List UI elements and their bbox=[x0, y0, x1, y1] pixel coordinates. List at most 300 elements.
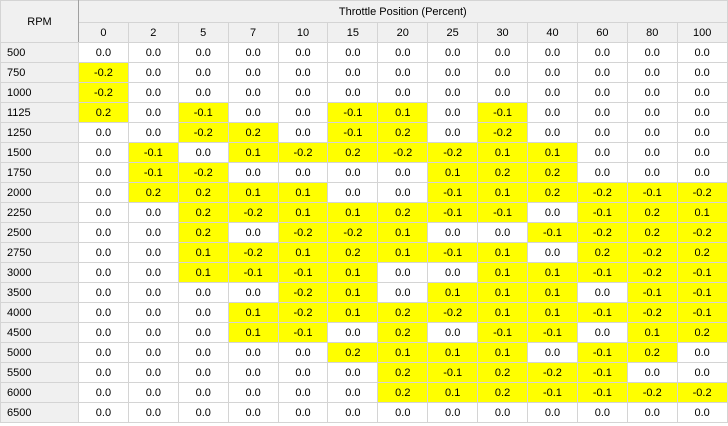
table-cell[interactable]: 0.0 bbox=[328, 43, 378, 63]
table-row bbox=[1, 163, 728, 183]
table-cell[interactable]: 0.0 bbox=[178, 143, 228, 163]
table-cell[interactable]: 0.0 bbox=[428, 123, 478, 143]
table-cell[interactable]: 0.0 bbox=[677, 103, 727, 123]
table-cell[interactable]: 0.0 bbox=[228, 403, 278, 423]
rpm-row-header[interactable]: 2750 bbox=[1, 243, 79, 263]
table-cell[interactable]: 0.0 bbox=[378, 63, 428, 83]
table-cell[interactable]: 0.0 bbox=[128, 103, 178, 123]
table-cell[interactable]: -0.1 bbox=[328, 103, 378, 123]
table-cell[interactable]: -0.2 bbox=[278, 223, 328, 243]
table-row bbox=[1, 123, 728, 143]
table-cell[interactable]: 0.0 bbox=[79, 363, 129, 383]
table-cell[interactable]: 0.2 bbox=[378, 123, 428, 143]
table-cell[interactable]: 0.1 bbox=[478, 143, 528, 163]
table-cell[interactable]: 0.0 bbox=[528, 203, 578, 223]
column-header-0[interactable]: 0 bbox=[79, 23, 129, 43]
table-cell[interactable]: 0.0 bbox=[328, 183, 378, 203]
table-row bbox=[1, 83, 728, 103]
table-cell[interactable]: 0.2 bbox=[178, 223, 228, 243]
table-cell[interactable]: 0.2 bbox=[328, 143, 378, 163]
column-header-5[interactable]: 5 bbox=[178, 23, 228, 43]
table-cell[interactable]: 0.1 bbox=[478, 343, 528, 363]
table-cell[interactable]: 0.0 bbox=[627, 103, 677, 123]
table-cell[interactable]: 0.0 bbox=[228, 163, 278, 183]
table-cell[interactable]: -0.2 bbox=[677, 223, 727, 243]
table-cell[interactable]: 0.0 bbox=[577, 403, 627, 423]
table-cell[interactable]: 0.2 bbox=[478, 363, 528, 383]
table-cell[interactable]: -0.2 bbox=[677, 183, 727, 203]
table-cell[interactable]: 0.0 bbox=[278, 403, 328, 423]
table-cell[interactable]: 0.2 bbox=[677, 243, 727, 263]
table-cell[interactable]: 0.0 bbox=[677, 83, 727, 103]
table-cell[interactable]: 0.0 bbox=[228, 43, 278, 63]
table-cell[interactable]: 0.0 bbox=[128, 243, 178, 263]
table-cell[interactable]: 0.0 bbox=[677, 43, 727, 63]
table-cell[interactable]: 0.0 bbox=[528, 103, 578, 123]
table-cell[interactable]: 0.0 bbox=[178, 383, 228, 403]
table-cell[interactable]: 0.1 bbox=[278, 243, 328, 263]
column-header-15[interactable]: 15 bbox=[328, 23, 378, 43]
table-cell[interactable]: -0.2 bbox=[228, 203, 278, 223]
table-cell[interactable]: 0.0 bbox=[328, 63, 378, 83]
table-cell[interactable]: 0.1 bbox=[378, 103, 428, 123]
table-cell[interactable]: 0.0 bbox=[478, 63, 528, 83]
table-cell[interactable]: -0.1 bbox=[428, 243, 478, 263]
table-cell[interactable]: 0.0 bbox=[278, 123, 328, 143]
table-cell[interactable]: 0.0 bbox=[79, 223, 129, 243]
table-cell[interactable]: 0.0 bbox=[627, 63, 677, 83]
table-cell[interactable]: 0.0 bbox=[278, 343, 328, 363]
table-row bbox=[1, 403, 728, 423]
rpm-row-header[interactable]: 6000 bbox=[1, 383, 79, 403]
table-cell[interactable]: -0.1 bbox=[328, 123, 378, 143]
table-cell[interactable]: 0.2 bbox=[378, 323, 428, 343]
table-cell[interactable]: -0.1 bbox=[577, 383, 627, 403]
table-cell[interactable]: -0.2 bbox=[178, 163, 228, 183]
table-cell[interactable]: 0.2 bbox=[328, 343, 378, 363]
table-cell[interactable]: 0.0 bbox=[228, 223, 278, 243]
table-cell[interactable]: 0.0 bbox=[278, 63, 328, 83]
column-header-100[interactable]: 100 bbox=[677, 23, 727, 43]
table-cell[interactable]: 0.0 bbox=[577, 103, 627, 123]
table-cell[interactable]: -0.1 bbox=[528, 383, 578, 403]
table-cell[interactable]: 0.0 bbox=[627, 83, 677, 103]
table-cell[interactable]: -0.1 bbox=[428, 203, 478, 223]
table-cell[interactable]: 0.0 bbox=[577, 323, 627, 343]
table-cell[interactable]: 0.0 bbox=[677, 363, 727, 383]
table-cell[interactable]: 0.0 bbox=[79, 323, 129, 343]
table-cell[interactable]: 0.0 bbox=[278, 83, 328, 103]
rpm-row-header[interactable]: 4000 bbox=[1, 303, 79, 323]
table-cell[interactable]: 0.0 bbox=[128, 303, 178, 323]
table-cell[interactable]: 0.0 bbox=[228, 343, 278, 363]
table-cell[interactable]: 0.1 bbox=[428, 283, 478, 303]
table-cell[interactable]: 0.0 bbox=[128, 363, 178, 383]
table-row bbox=[1, 283, 728, 303]
table-cell[interactable]: 0.0 bbox=[428, 323, 478, 343]
table-cell[interactable]: -0.1 bbox=[577, 263, 627, 283]
table-cell[interactable]: 0.0 bbox=[79, 243, 129, 263]
table-cell[interactable]: -0.2 bbox=[627, 263, 677, 283]
table-cell[interactable]: -0.2 bbox=[79, 63, 129, 83]
table-cell[interactable]: 0.0 bbox=[79, 163, 129, 183]
column-header-2[interactable]: 2 bbox=[128, 23, 178, 43]
throttle-position-group-header: Throttle Position (Percent) bbox=[79, 1, 728, 23]
table-cell[interactable]: 0.1 bbox=[478, 183, 528, 203]
table-cell[interactable]: 0.1 bbox=[328, 283, 378, 303]
table-cell[interactable]: 0.0 bbox=[128, 263, 178, 283]
rpm-row-header[interactable]: 6500 bbox=[1, 403, 79, 423]
table-cell[interactable]: 0.0 bbox=[79, 183, 129, 203]
table-cell[interactable]: 0.2 bbox=[478, 163, 528, 183]
table-cell[interactable]: 0.1 bbox=[328, 203, 378, 223]
rpm-column-header[interactable]: RPM bbox=[1, 1, 79, 43]
table-cell[interactable]: 0.1 bbox=[378, 343, 428, 363]
table-cell[interactable]: 0.0 bbox=[178, 403, 228, 423]
table-cell[interactable]: 0.1 bbox=[528, 263, 578, 283]
table-cell[interactable]: 0.0 bbox=[328, 363, 378, 383]
table-cell[interactable]: -0.1 bbox=[577, 203, 627, 223]
table-cell[interactable]: -0.2 bbox=[627, 243, 677, 263]
table-cell[interactable]: 0.0 bbox=[528, 243, 578, 263]
table-cell[interactable]: 0.0 bbox=[378, 283, 428, 303]
table-row bbox=[1, 243, 728, 263]
table-cell[interactable]: 0.0 bbox=[577, 283, 627, 303]
table-cell[interactable]: 0.0 bbox=[528, 63, 578, 83]
table-cell[interactable]: 0.2 bbox=[328, 243, 378, 263]
table-cell[interactable]: 0.1 bbox=[428, 163, 478, 183]
rpm-row-header[interactable]: 750 bbox=[1, 63, 79, 83]
table-cell[interactable]: 0.0 bbox=[128, 283, 178, 303]
table-cell[interactable]: 0.0 bbox=[178, 343, 228, 363]
rpm-row-header[interactable]: 5500 bbox=[1, 363, 79, 383]
table-cell[interactable]: 0.0 bbox=[627, 43, 677, 63]
table-cell[interactable]: 0.0 bbox=[128, 123, 178, 143]
table-cell[interactable]: 0.0 bbox=[478, 223, 528, 243]
table-cell[interactable]: 0.0 bbox=[378, 43, 428, 63]
table-row bbox=[1, 343, 728, 363]
table-cell[interactable]: 0.0 bbox=[79, 263, 129, 283]
table-cell[interactable]: 0.2 bbox=[677, 323, 727, 343]
table-cell[interactable]: 0.0 bbox=[278, 43, 328, 63]
table-cell[interactable]: 0.0 bbox=[79, 123, 129, 143]
table-cell[interactable]: 0.0 bbox=[328, 83, 378, 103]
table-cell[interactable]: 0.0 bbox=[528, 83, 578, 103]
table-cell[interactable]: 0.2 bbox=[528, 163, 578, 183]
table-cell[interactable]: 0.2 bbox=[228, 123, 278, 143]
column-header-10[interactable]: 10 bbox=[278, 23, 328, 43]
table-cell[interactable]: 0.0 bbox=[428, 83, 478, 103]
table-cell[interactable]: 0.2 bbox=[378, 363, 428, 383]
table-cell[interactable]: 0.2 bbox=[627, 343, 677, 363]
table-cell[interactable]: 0.2 bbox=[528, 183, 578, 203]
rpm-row-header[interactable]: 3500 bbox=[1, 283, 79, 303]
table-cell[interactable]: -0.2 bbox=[79, 83, 129, 103]
table-cell[interactable]: 0.0 bbox=[278, 103, 328, 123]
table-cell[interactable]: -0.2 bbox=[178, 123, 228, 143]
table-body bbox=[1, 43, 728, 423]
column-header-60[interactable]: 60 bbox=[577, 23, 627, 43]
table-cell[interactable]: 0.0 bbox=[478, 83, 528, 103]
table-cell[interactable]: 0.0 bbox=[378, 163, 428, 183]
table-cell[interactable]: 0.1 bbox=[178, 243, 228, 263]
table-cell[interactable]: 0.0 bbox=[528, 43, 578, 63]
table-cell[interactable]: 0.1 bbox=[428, 343, 478, 363]
table-cell[interactable]: 0.1 bbox=[478, 263, 528, 283]
table-cell[interactable]: 0.1 bbox=[478, 243, 528, 263]
table-cell[interactable]: 0.0 bbox=[478, 403, 528, 423]
table-cell[interactable]: 0.0 bbox=[577, 63, 627, 83]
table-cell[interactable]: 0.0 bbox=[677, 143, 727, 163]
table-cell[interactable]: 0.0 bbox=[128, 223, 178, 243]
table-cell[interactable]: 0.0 bbox=[328, 383, 378, 403]
table-cell[interactable]: -0.2 bbox=[627, 383, 677, 403]
table-cell[interactable]: 0.0 bbox=[278, 383, 328, 403]
table-cell[interactable]: 0.0 bbox=[79, 143, 129, 163]
rpm-row-header[interactable]: 1125 bbox=[1, 103, 79, 123]
table-cell[interactable]: -0.2 bbox=[278, 283, 328, 303]
column-header-7[interactable]: 7 bbox=[228, 23, 278, 43]
table-cell[interactable]: 0.0 bbox=[128, 43, 178, 63]
table-cell[interactable]: 0.2 bbox=[378, 303, 428, 323]
table-cell[interactable]: -0.2 bbox=[328, 223, 378, 243]
table-cell[interactable]: 0.1 bbox=[528, 303, 578, 323]
table-cell[interactable]: 0.0 bbox=[428, 223, 478, 243]
rpm-row-header[interactable]: 2000 bbox=[1, 183, 79, 203]
table-cell[interactable]: -0.1 bbox=[428, 183, 478, 203]
table-cell[interactable]: -0.1 bbox=[528, 323, 578, 343]
table-cell[interactable]: 0.0 bbox=[428, 63, 478, 83]
table-cell[interactable]: 0.1 bbox=[478, 283, 528, 303]
rpm-row-header[interactable]: 3000 bbox=[1, 263, 79, 283]
table-cell[interactable]: 0.0 bbox=[378, 263, 428, 283]
table-cell[interactable]: -0.1 bbox=[627, 183, 677, 203]
table-cell[interactable]: -0.2 bbox=[428, 303, 478, 323]
table-cell[interactable]: 0.2 bbox=[627, 223, 677, 243]
table-cell[interactable]: 0.1 bbox=[228, 303, 278, 323]
table-row bbox=[1, 223, 728, 243]
table-cell[interactable]: -0.1 bbox=[478, 203, 528, 223]
column-header-40[interactable]: 40 bbox=[528, 23, 578, 43]
table-cell[interactable]: -0.1 bbox=[178, 103, 228, 123]
table-cell[interactable]: 0.2 bbox=[577, 243, 627, 263]
table-cell[interactable]: 0.2 bbox=[79, 103, 129, 123]
table-cell[interactable]: 0.0 bbox=[677, 343, 727, 363]
table-cell[interactable]: 0.0 bbox=[428, 403, 478, 423]
table-cell[interactable]: 0.0 bbox=[577, 163, 627, 183]
table-cell[interactable]: 0.0 bbox=[128, 203, 178, 223]
table-cell[interactable]: 0.0 bbox=[378, 183, 428, 203]
table-cell[interactable]: -0.2 bbox=[478, 123, 528, 143]
table-cell[interactable]: 0.1 bbox=[378, 243, 428, 263]
table-cell[interactable]: 0.0 bbox=[128, 63, 178, 83]
table-cell[interactable]: -0.2 bbox=[577, 183, 627, 203]
table-cell[interactable]: -0.2 bbox=[278, 303, 328, 323]
table-cell[interactable]: 0.2 bbox=[378, 383, 428, 403]
table-row bbox=[1, 143, 728, 163]
table-cell[interactable]: 0.0 bbox=[178, 363, 228, 383]
table-cell[interactable]: 0.0 bbox=[128, 383, 178, 403]
table-cell[interactable]: 0.0 bbox=[627, 163, 677, 183]
table-cell[interactable]: -0.2 bbox=[627, 303, 677, 323]
rpm-row-header[interactable]: 1250 bbox=[1, 123, 79, 143]
table-cell[interactable]: 0.1 bbox=[478, 303, 528, 323]
column-header-80[interactable]: 80 bbox=[627, 23, 677, 43]
table-row bbox=[1, 323, 728, 343]
table-cell[interactable]: 0.0 bbox=[428, 43, 478, 63]
table-cell[interactable]: 0.1 bbox=[328, 263, 378, 283]
table-cell[interactable]: 0.0 bbox=[428, 103, 478, 123]
table-row bbox=[1, 303, 728, 323]
table-cell[interactable]: 0.0 bbox=[128, 323, 178, 343]
table-cell[interactable]: 0.0 bbox=[228, 383, 278, 403]
table-cell[interactable]: 0.0 bbox=[278, 363, 328, 383]
table-cell[interactable]: 0.0 bbox=[79, 203, 129, 223]
table-cell[interactable]: -0.2 bbox=[528, 363, 578, 383]
table-cell[interactable]: -0.1 bbox=[577, 303, 627, 323]
table-cell[interactable]: -0.2 bbox=[228, 243, 278, 263]
table-cell[interactable]: 0.0 bbox=[79, 343, 129, 363]
table-cell[interactable]: -0.1 bbox=[128, 143, 178, 163]
rpm-row-header[interactable]: 5000 bbox=[1, 343, 79, 363]
table-cell[interactable]: 0.1 bbox=[677, 203, 727, 223]
rpm-row-header[interactable]: 2500 bbox=[1, 223, 79, 243]
table-cell[interactable]: 0.1 bbox=[278, 203, 328, 223]
table-cell[interactable]: -0.1 bbox=[528, 223, 578, 243]
table-cell[interactable]: 0.0 bbox=[228, 363, 278, 383]
table-cell[interactable]: 0.1 bbox=[528, 143, 578, 163]
table-cell[interactable]: 0.1 bbox=[228, 143, 278, 163]
table-cell[interactable]: -0.2 bbox=[278, 143, 328, 163]
rpm-row-header[interactable]: 1000 bbox=[1, 83, 79, 103]
table-cell[interactable]: -0.1 bbox=[428, 363, 478, 383]
table-row bbox=[1, 103, 728, 123]
table-cell[interactable]: -0.1 bbox=[577, 343, 627, 363]
table-cell[interactable]: 0.0 bbox=[178, 83, 228, 103]
table-cell[interactable]: 0.0 bbox=[178, 303, 228, 323]
table-cell[interactable]: 0.0 bbox=[79, 383, 129, 403]
table-row bbox=[1, 203, 728, 223]
table-cell[interactable]: 0.0 bbox=[478, 43, 528, 63]
table-cell[interactable]: 0.0 bbox=[228, 83, 278, 103]
table-cell[interactable]: 0.0 bbox=[577, 43, 627, 63]
table-cell[interactable]: 0.0 bbox=[528, 403, 578, 423]
table-cell[interactable]: 0.2 bbox=[178, 203, 228, 223]
table-cell[interactable]: 0.0 bbox=[577, 83, 627, 103]
table-cell[interactable]: 0.1 bbox=[428, 383, 478, 403]
table-cell[interactable]: -0.1 bbox=[228, 263, 278, 283]
table-cell[interactable]: 0.0 bbox=[128, 403, 178, 423]
table-cell[interactable]: 0.0 bbox=[627, 123, 677, 143]
table-cell[interactable]: 0.0 bbox=[128, 83, 178, 103]
table-cell[interactable]: 0.0 bbox=[128, 343, 178, 363]
table-cell[interactable]: -0.1 bbox=[278, 323, 328, 343]
table-cell[interactable]: 0.0 bbox=[79, 403, 129, 423]
table-cell[interactable]: 0.0 bbox=[178, 323, 228, 343]
table-cell[interactable]: 0.0 bbox=[528, 123, 578, 143]
table-cell[interactable]: 0.0 bbox=[627, 403, 677, 423]
table-cell[interactable]: 0.0 bbox=[228, 103, 278, 123]
table-cell[interactable]: 0.1 bbox=[228, 323, 278, 343]
table-cell[interactable]: 0.1 bbox=[528, 283, 578, 303]
table-cell[interactable]: 0.1 bbox=[328, 303, 378, 323]
table-cell[interactable]: 0.0 bbox=[677, 123, 727, 143]
table-cell[interactable]: 0.2 bbox=[627, 203, 677, 223]
table-row bbox=[1, 63, 728, 83]
table-cell[interactable]: 0.0 bbox=[528, 343, 578, 363]
table-cell[interactable]: -0.1 bbox=[677, 303, 727, 323]
table-cell[interactable]: -0.1 bbox=[478, 103, 528, 123]
rpm-row-header[interactable]: 1750 bbox=[1, 163, 79, 183]
throttle-column-headers bbox=[1, 23, 728, 43]
column-header-25[interactable]: 25 bbox=[428, 23, 478, 43]
table-cell[interactable]: 0.1 bbox=[278, 183, 328, 203]
rpm-row-header[interactable]: 500 bbox=[1, 43, 79, 63]
table-cell[interactable]: -0.1 bbox=[677, 263, 727, 283]
table-cell[interactable]: 0.0 bbox=[328, 163, 378, 183]
table-cell[interactable]: 0.0 bbox=[378, 403, 428, 423]
table-cell[interactable]: 0.0 bbox=[428, 263, 478, 283]
rpm-row-header[interactable]: 1500 bbox=[1, 143, 79, 163]
table-cell[interactable]: -0.2 bbox=[677, 383, 727, 403]
table-cell[interactable]: 0.0 bbox=[79, 43, 129, 63]
table-cell[interactable]: 0.0 bbox=[178, 43, 228, 63]
table-cell[interactable]: 0.0 bbox=[79, 283, 129, 303]
table-cell[interactable]: 0.0 bbox=[677, 63, 727, 83]
table-cell[interactable]: -0.2 bbox=[577, 223, 627, 243]
table-cell[interactable]: 0.1 bbox=[178, 263, 228, 283]
table-cell[interactable]: 0.0 bbox=[178, 63, 228, 83]
rpm-row-header[interactable]: 4500 bbox=[1, 323, 79, 343]
table-row bbox=[1, 263, 728, 283]
column-header-30[interactable]: 30 bbox=[478, 23, 528, 43]
table-cell[interactable]: 0.0 bbox=[577, 143, 627, 163]
table-cell[interactable]: 0.0 bbox=[178, 283, 228, 303]
table-cell[interactable]: 0.0 bbox=[228, 63, 278, 83]
table-cell[interactable]: 0.0 bbox=[677, 163, 727, 183]
table-cell[interactable]: -0.1 bbox=[577, 363, 627, 383]
table-cell[interactable]: -0.1 bbox=[278, 263, 328, 283]
table-cell[interactable]: 0.0 bbox=[378, 83, 428, 103]
column-header-20[interactable]: 20 bbox=[378, 23, 428, 43]
table-cell[interactable]: 0.0 bbox=[328, 403, 378, 423]
table-cell[interactable]: 0.0 bbox=[627, 143, 677, 163]
table-cell[interactable]: 0.0 bbox=[577, 123, 627, 143]
table-cell[interactable]: -0.1 bbox=[128, 163, 178, 183]
rpm-row-header[interactable]: 2250 bbox=[1, 203, 79, 223]
table-cell[interactable]: -0.1 bbox=[627, 283, 677, 303]
table-cell[interactable]: 0.0 bbox=[79, 303, 129, 323]
table-cell[interactable]: 0.1 bbox=[378, 223, 428, 243]
table-cell[interactable]: 0.2 bbox=[478, 383, 528, 403]
table-cell[interactable]: 0.0 bbox=[677, 403, 727, 423]
table-cell[interactable]: 0.0 bbox=[278, 163, 328, 183]
table-cell[interactable]: 0.0 bbox=[228, 283, 278, 303]
table-cell[interactable]: -0.2 bbox=[428, 143, 478, 163]
table-cell[interactable]: 0.1 bbox=[627, 323, 677, 343]
table-row bbox=[1, 383, 728, 403]
table-cell[interactable]: -0.2 bbox=[378, 143, 428, 163]
table-cell[interactable]: 0.2 bbox=[128, 183, 178, 203]
table-cell[interactable]: -0.1 bbox=[677, 283, 727, 303]
table-cell[interactable]: 0.2 bbox=[178, 183, 228, 203]
table-cell[interactable]: 0.1 bbox=[228, 183, 278, 203]
table-cell[interactable]: -0.1 bbox=[478, 323, 528, 343]
table-cell[interactable]: 0.0 bbox=[627, 363, 677, 383]
table-cell[interactable]: 0.2 bbox=[378, 203, 428, 223]
table-cell[interactable]: 0.0 bbox=[328, 323, 378, 343]
table-row bbox=[1, 43, 728, 63]
